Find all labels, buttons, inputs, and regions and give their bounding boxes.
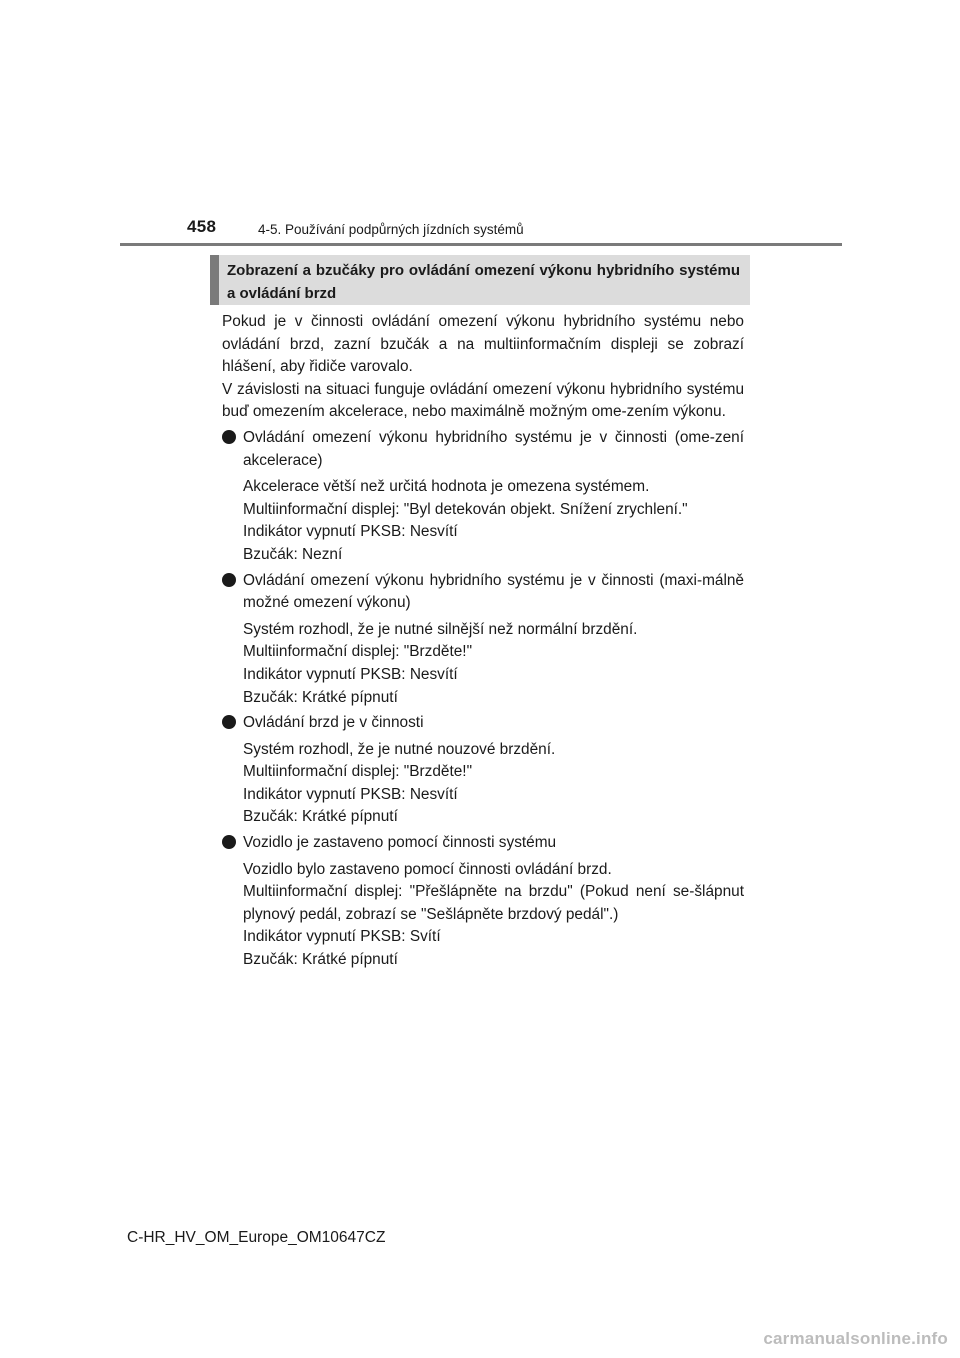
detail-line: Bzučák: Krátké pípnutí [243,808,398,826]
list-item-details [222,739,744,829]
bullet-icon [222,573,236,587]
watermark: carmanualsonline.info [763,1329,948,1348]
bullet-icon [222,835,236,849]
content [222,311,744,972]
detail-line: Multiinformační displej: "Brzděte!" [243,643,473,661]
document-code: C-HR_HV_OM_Europe_OM10647CZ [127,1229,386,1246]
detail-line: Bzučák: Nezní [243,545,343,563]
list-item [222,832,744,855]
list-item-title: Vozidlo je zastaveno pomocí činnosti systému [243,834,557,852]
intro-paragraph: Pokud je v činnosti ovládání omezení výkonu hybridního systému nebo ovládání brzd, zazní bzučák a na multiinformačním displeji se zobrazí hlášení, aby řidiče varovalo. [222,313,744,376]
list-item-details [222,476,744,566]
list-item-title: Ovládání omezení výkonu hybridního systému je v činnosti (ome-zení akcelerace) [243,428,744,469]
detail-line: Bzučák: Krátké pípnutí [243,951,398,969]
detail-line: Bzučák: Krátké pípnutí [243,688,398,706]
header-rule [120,243,842,246]
detail-line: Multiinformační displej: "Byl detekován objekt. Snížení zrychlení." [243,500,688,518]
list-item-title: Ovládání brzd je v činnosti [243,714,424,732]
list-item [222,712,744,735]
bullet-icon [222,715,236,729]
section-title: Zobrazení a bzučáky pro ovládání omezení výkonu hybridního systému a ovládání brzd [227,262,740,302]
bullet-icon [222,430,236,444]
detail-line: Systém rozhodl, že je nutné silnější než normální brzdění. [243,620,638,638]
list-item-title: Ovládání omezení výkonu hybridního systému je v činnosti (maxi-málně možné omezení výkonu) [243,571,744,612]
page-number: 458 [187,217,217,236]
intro-paragraph: V závislosti na situaci funguje ovládání omezení výkonu hybridního systému buď omezením akcelerace, nebo maximálně možným ome-zením výkonu. [222,380,744,421]
detail-line: Indikátor vypnutí PKSB: Svítí [243,928,441,946]
detail-line: Indikátor vypnutí PKSB: Nesvítí [243,665,458,683]
detail-line: Multiinformační displej: "Přešlápněte na brzdu" (Pokud není se-šlápnut plynový pedál, zobrazí se "Sešlápněte brzdový pedál".) [243,883,744,923]
detail-line: Akcelerace větší než určitá hodnota je omezena systémem. [243,478,650,496]
detail-line: Vozidlo bylo zastaveno pomocí činnosti ovládání brzd. [243,860,612,878]
section-header: 4-5. Používání podpůrných jízdních systémů [258,222,524,237]
list-item-details [222,619,744,709]
list-item [222,427,744,472]
list-item [222,570,744,615]
detail-line: Systém rozhodl, že je nutné nouzové brzdění. [243,740,556,758]
detail-line: Multiinformační displej: "Brzděte!" [243,763,473,781]
detail-line: Indikátor vypnutí PKSB: Nesvítí [243,523,458,541]
section-title-box [210,255,750,305]
list-item-details [222,859,744,972]
detail-line: Indikátor vypnutí PKSB: Nesvítí [243,785,458,803]
